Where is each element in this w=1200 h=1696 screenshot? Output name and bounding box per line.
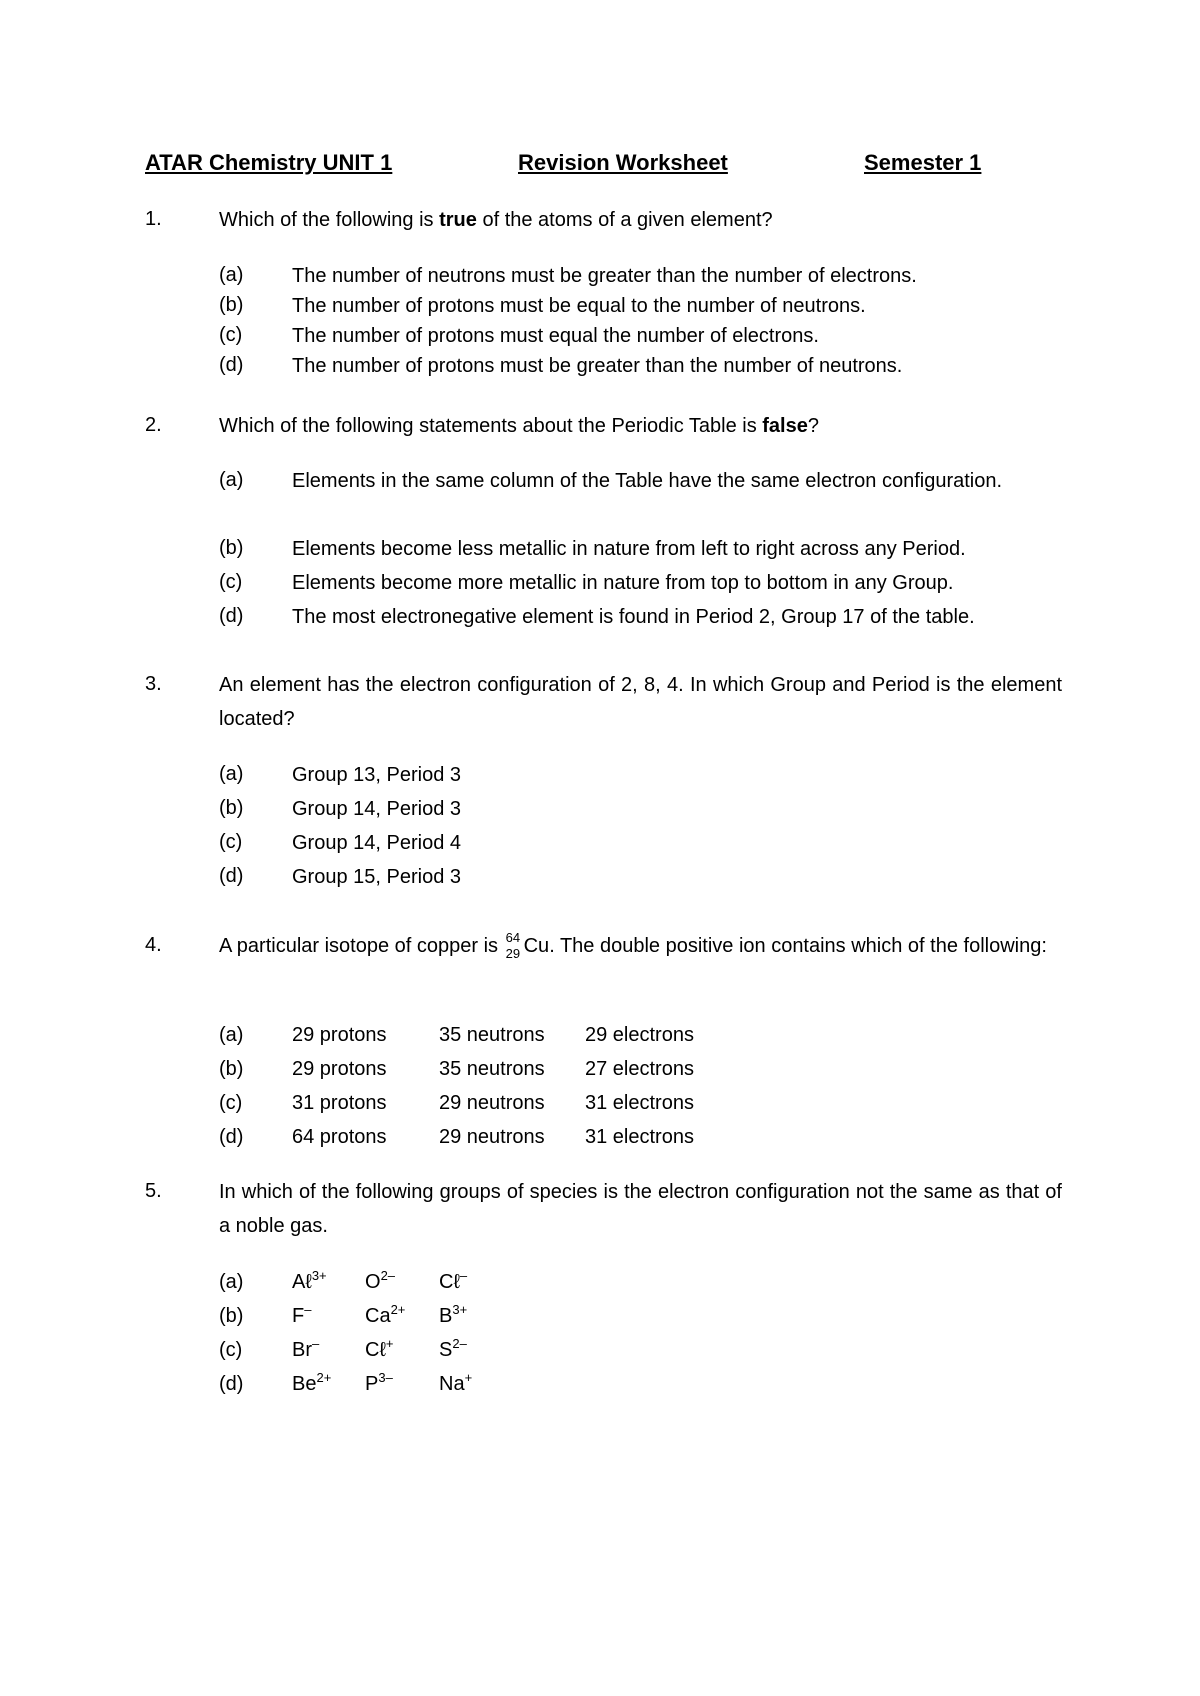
option-text: The number of protons must be greater than the number of neutrons. bbox=[292, 355, 903, 377]
electrons-value: 31 electrons bbox=[585, 1126, 694, 1148]
option-letter: (d) bbox=[219, 605, 244, 627]
worksheet-title: Revision Worksheet bbox=[518, 150, 728, 175]
option-letter: (c) bbox=[219, 1092, 243, 1114]
species-2: Cℓ+ bbox=[365, 1336, 394, 1361]
species-3: $S^{2-}$ bbox=[439, 1336, 467, 1361]
option-text: Group 14, Period 4 bbox=[292, 832, 461, 854]
question-number: 5. bbox=[145, 1180, 162, 1202]
option-letter: (b) bbox=[219, 1305, 244, 1327]
option-letter: (c) bbox=[219, 571, 243, 593]
species-2: $Ca^{2+}$ bbox=[365, 1302, 406, 1327]
protons-value: 29 protons bbox=[292, 1058, 387, 1080]
option-letter: (d) bbox=[219, 1373, 244, 1395]
option-letter: (b) bbox=[219, 1058, 244, 1080]
option-text: Elements in the same column of the Table have the same electron configuration. bbox=[292, 470, 1003, 492]
question-text: Which of the following statements about the Periodic Table is false? bbox=[219, 415, 819, 437]
species-3: Cℓ– bbox=[439, 1268, 468, 1293]
question-number: 3. bbox=[145, 673, 162, 695]
option-letter: (b) bbox=[219, 797, 244, 819]
option-letter: (d) bbox=[219, 1126, 244, 1148]
neutrons-value: 29 neutrons bbox=[439, 1126, 545, 1148]
species-3: Na+ bbox=[439, 1370, 473, 1395]
species-3: $B^{3+}$ bbox=[439, 1302, 468, 1327]
option-letter: (a) bbox=[219, 1024, 244, 1046]
protons-value: 29 protons bbox=[292, 1024, 387, 1046]
question-text: In which of the following groups of species is the electron configuration not the same as that of a noble gas. bbox=[219, 1181, 1062, 1237]
option-text: The most electronegative element is found in Period 2, Group 17 of the table. bbox=[292, 606, 975, 628]
option-letter: (b) bbox=[219, 294, 244, 316]
mass-number: 64 bbox=[505, 930, 521, 945]
electrons-value: 31 electrons bbox=[585, 1092, 694, 1114]
question-text: An element has the electron configuration of 2, 8, 4. In which Group and Period is the element located? bbox=[219, 674, 1062, 730]
species-1: $Be^{2+}$ bbox=[292, 1370, 332, 1395]
question-text: Which of the following is true of the atoms of a given element? bbox=[219, 209, 773, 231]
species-2: $O^{2-}$ bbox=[365, 1268, 396, 1293]
isotope-notation bbox=[504, 929, 524, 961]
option-text: The number of protons must be equal to the number of neutrons. bbox=[292, 295, 866, 317]
species-1: Aℓ$^{3+}$ bbox=[292, 1268, 327, 1293]
neutrons-value: 29 neutrons bbox=[439, 1092, 545, 1114]
option-letter: (d) bbox=[219, 865, 244, 887]
element-symbol: Cu bbox=[523, 935, 550, 957]
question-number: 2. bbox=[145, 414, 162, 436]
species-2: $P^{3-}$ bbox=[365, 1370, 393, 1395]
option-letter: (c) bbox=[219, 1339, 243, 1361]
option-letter: (a) bbox=[219, 469, 244, 491]
option-letter: (b) bbox=[219, 537, 244, 559]
option-text: Elements become more metallic in nature from top to bottom in any Group. bbox=[292, 572, 954, 594]
atomic-number: 29 bbox=[505, 946, 521, 961]
question-text: A particular isotope of copper is 64 29 Cu. The double positive ion contains which of the following: bbox=[219, 929, 1062, 963]
electrons-value: 29 electrons bbox=[585, 1024, 694, 1046]
neutrons-value: 35 neutrons bbox=[439, 1024, 545, 1046]
course-heading: ATAR Chemistry UNIT 1 bbox=[145, 150, 393, 175]
option-text: Group 13, Period 3 bbox=[292, 764, 461, 786]
protons-value: 31 protons bbox=[292, 1092, 387, 1114]
option-letter: (a) bbox=[219, 763, 244, 785]
option-letter: (a) bbox=[219, 1271, 244, 1293]
option-text: Group 15, Period 3 bbox=[292, 866, 461, 888]
option-text: The number of protons must equal the number of electrons. bbox=[292, 325, 819, 347]
option-letter: (d) bbox=[219, 354, 244, 376]
option-text: Group 14, Period 3 bbox=[292, 798, 461, 820]
emphasis-true: true bbox=[439, 209, 477, 231]
option-text: Elements become less metallic in nature from left to right across any Period. bbox=[292, 538, 966, 560]
neutrons-value: 35 neutrons bbox=[439, 1058, 545, 1080]
emphasis-false: false bbox=[762, 415, 808, 437]
option-letter: (c) bbox=[219, 831, 243, 853]
question-number: 1. bbox=[145, 208, 162, 230]
semester-heading: Semester 1 bbox=[864, 150, 982, 175]
species-1: F– bbox=[292, 1302, 312, 1327]
electrons-value: 27 electrons bbox=[585, 1058, 694, 1080]
option-letter: (c) bbox=[219, 324, 243, 346]
species-1: Br– bbox=[292, 1336, 320, 1361]
option-text: The number of neutrons must be greater than the number of electrons. bbox=[292, 265, 917, 287]
protons-value: 64 protons bbox=[292, 1126, 387, 1148]
option-letter: (a) bbox=[219, 264, 244, 286]
question-number: 4. bbox=[145, 934, 162, 956]
